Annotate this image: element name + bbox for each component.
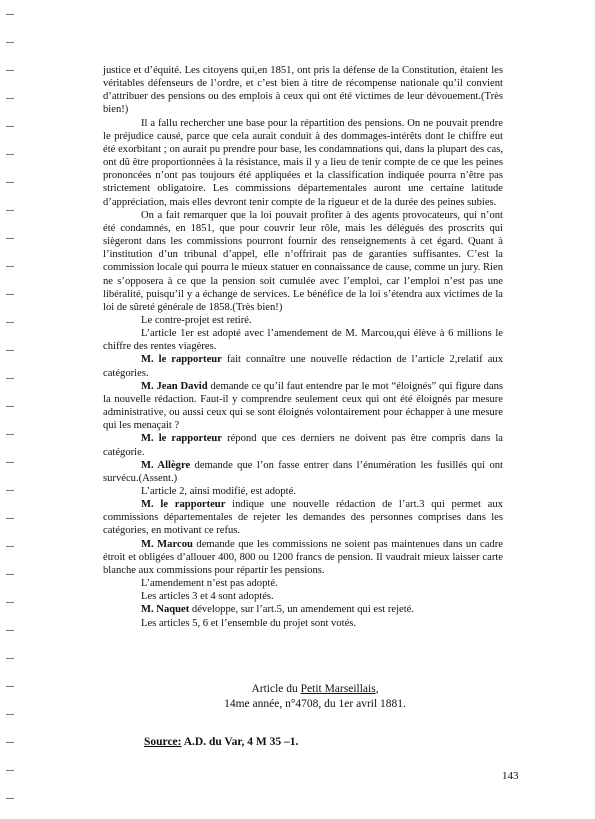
binder-hole-mark (6, 210, 14, 211)
binder-hole-mark (6, 686, 14, 687)
paragraph (103, 353, 503, 379)
binder-margin (0, 0, 22, 819)
paragraph-text: L’amendement n’est pas adopté. (141, 578, 278, 590)
binder-hole-mark (6, 742, 14, 743)
binder-hole-mark (6, 490, 14, 491)
paragraph (103, 117, 503, 209)
binder-hole-mark (6, 350, 14, 351)
paragraph-text: On a fait remarquer que la loi pouvait profiter à des agents provocateurs, qui n’ont été condamnés, en 1851, que pour couvrir leur rôle, mais les délégués des proscrits qui siègeront dans les commissions pourront fournir des renseignements à cet égard. Quant à l’institution d’un tribunal d’appel, elle n’offrirait pas de garanties suffisantes. C’est la commission locale qui pourra le mieux statuer en connaissance de cause, comme un jury. Rien ne s’opposera à ce que la pension soit cumulée avec l’emploi, car l’emploi n’est pas une libéralité, puisqu’il y a échange de services. Le bénéfice de la loi s’étendra aux victimes de la loi de sûreté générale de 1858.(Très bien!) (103, 209, 503, 313)
binder-hole-mark (6, 462, 14, 463)
speaker-name: M. le rapporteur (141, 499, 226, 511)
paragraph-text: Le contre-projet est retiré. (141, 314, 252, 326)
binder-hole-mark (6, 322, 14, 323)
speaker-name: M. le rapporteur (141, 354, 222, 366)
paragraph (103, 577, 503, 590)
binder-hole-mark (6, 378, 14, 379)
paragraph (103, 498, 503, 537)
speaker-name: M. le rapporteur (141, 433, 223, 445)
binder-hole-mark (6, 630, 14, 631)
paragraph-text: Les articles 5, 6 et l’ensemble du projet sont votés. (141, 617, 357, 629)
citation-suffix: , (375, 683, 379, 695)
speaker-name: M. Marcou (141, 538, 193, 550)
binder-hole-mark (6, 658, 14, 659)
binder-hole-mark (6, 98, 14, 99)
paragraph (103, 209, 503, 314)
binder-hole-mark (6, 238, 14, 239)
paragraph-text: répond que ces derniers ne doivent pas être compris dans la catégorie. (103, 433, 503, 458)
article-citation (170, 682, 460, 712)
source-label: Source: (144, 736, 182, 748)
paragraph-text: L’article 2, ainsi modifié, est adopté. (141, 486, 296, 497)
paragraph (103, 485, 503, 498)
binder-hole-mark (6, 126, 14, 127)
source-reference (144, 736, 298, 748)
paragraph-text: fait connaître une nouvelle rédaction de l’article 2,relatif aux catégories. (103, 354, 503, 379)
paragraph (103, 590, 503, 603)
paragraph (103, 314, 503, 327)
speaker-name: M. Allègre (141, 459, 191, 471)
paragraph (103, 538, 503, 577)
speaker-name: M. Naquet (141, 604, 190, 616)
paragraph-text: demande que les commissions ne soient pas maintenues dans un cadre étroit et obligées d’allouer 400, 800 ou 1200 francs de pension. Il vaudrait mieux laisser carte blanche aux commissions pour répartir les pensions. (103, 538, 503, 576)
binder-hole-mark (6, 518, 14, 519)
page-number: 143 (502, 770, 519, 782)
citation-prefix: Article du (251, 683, 301, 695)
paragraph-text: Les articles 3 et 4 sont adoptés. (141, 591, 274, 603)
binder-hole-mark (6, 154, 14, 155)
speaker-name: M. Jean David (141, 380, 208, 392)
paragraph (103, 617, 503, 630)
binder-hole-mark (6, 574, 14, 575)
binder-hole-mark (6, 406, 14, 407)
binder-hole-mark (6, 182, 14, 183)
binder-hole-mark (6, 602, 14, 603)
citation-line-1 (170, 682, 460, 697)
article-body (103, 64, 503, 630)
paragraph-text: demande que l’on fasse entrer dans l’énumération les fusillés qui ont survécu.(Assent.) (103, 459, 503, 484)
paragraph (103, 327, 503, 353)
paragraph-text: L’article 1er est adopté avec l’amendement de M. Marcou,qui élève à 6 millions le chiffre des rentes viagères. (103, 328, 503, 353)
binder-hole-mark (6, 294, 14, 295)
paragraph-text: indique une nouvelle rédaction de l’art.3 qui permet aux commissions départementales de rejeter les demandes des personnes comprises dans les catégories, en motivant ce refus. (103, 499, 503, 537)
binder-hole-mark (6, 14, 14, 15)
paragraph-text: développe, sur l’art.5, un amendement qui est rejeté. (189, 604, 415, 616)
binder-hole-mark (6, 434, 14, 435)
citation-line-2: 14me année, n°4708, du 1er avril 1881. (224, 698, 406, 710)
paragraph (103, 432, 503, 458)
binder-hole-mark (6, 266, 14, 267)
paragraph (103, 64, 503, 117)
paragraph-text: Il a fallu rechercher une base pour la répartition des pensions. On ne pouvait prendre le préjudice causé, parce que cela aurait conduit à des dommages-intérêts dont le chiffre eut été exorbitant ; on aurait pu prendre pour base, les condamnations qui, dans la plupart des cas, ont dû être proportionnées à la résistance, mais il y a lieu de tenir compte de ce que les peines prononcées n’ont pas toujours été appliquées et la classification indiquée pourra n’être pas strictement obligatoire. Les commissions départementales auront une certaine latitude d’appréciation, mais elles devront tenir compte de la rigueur et de la durée des peines subies. (103, 117, 503, 208)
paragraph (103, 380, 503, 433)
paragraph-text: justice et d’équité. Les citoyens qui,en 1851, ont pris la défense de la Constitution, étaient les véritables défenseurs de l’ordre, et c’est bien à titre de récompense nationale qu’il convient d’attribuer des pensions ou des emplois à ceux qui ont été victimes de leur dévouement.(Très bien!) (103, 65, 503, 116)
paragraph-text: demande ce qu’il faut entendre par le mot “éloignés” qui figure dans la nouvelle rédaction. Faut-il y comprendre seulement ceux qui ont été éloignés par mesure administrative, ou aussi ceux qui se sont éloignés volontairement pour échapper à une mesure qui les menaçait ? (103, 380, 504, 432)
newspaper-title: Petit Marseillais (300, 683, 376, 695)
binder-hole-mark (6, 70, 14, 71)
binder-hole-mark (6, 714, 14, 715)
paragraph (103, 459, 503, 485)
binder-hole-mark (6, 798, 14, 799)
binder-hole-mark (6, 546, 14, 547)
source-text: A.D. du Var, 4 M 35 –1. (181, 736, 299, 748)
binder-hole-mark (6, 42, 14, 43)
binder-hole-mark (6, 770, 14, 771)
paragraph (103, 603, 503, 616)
